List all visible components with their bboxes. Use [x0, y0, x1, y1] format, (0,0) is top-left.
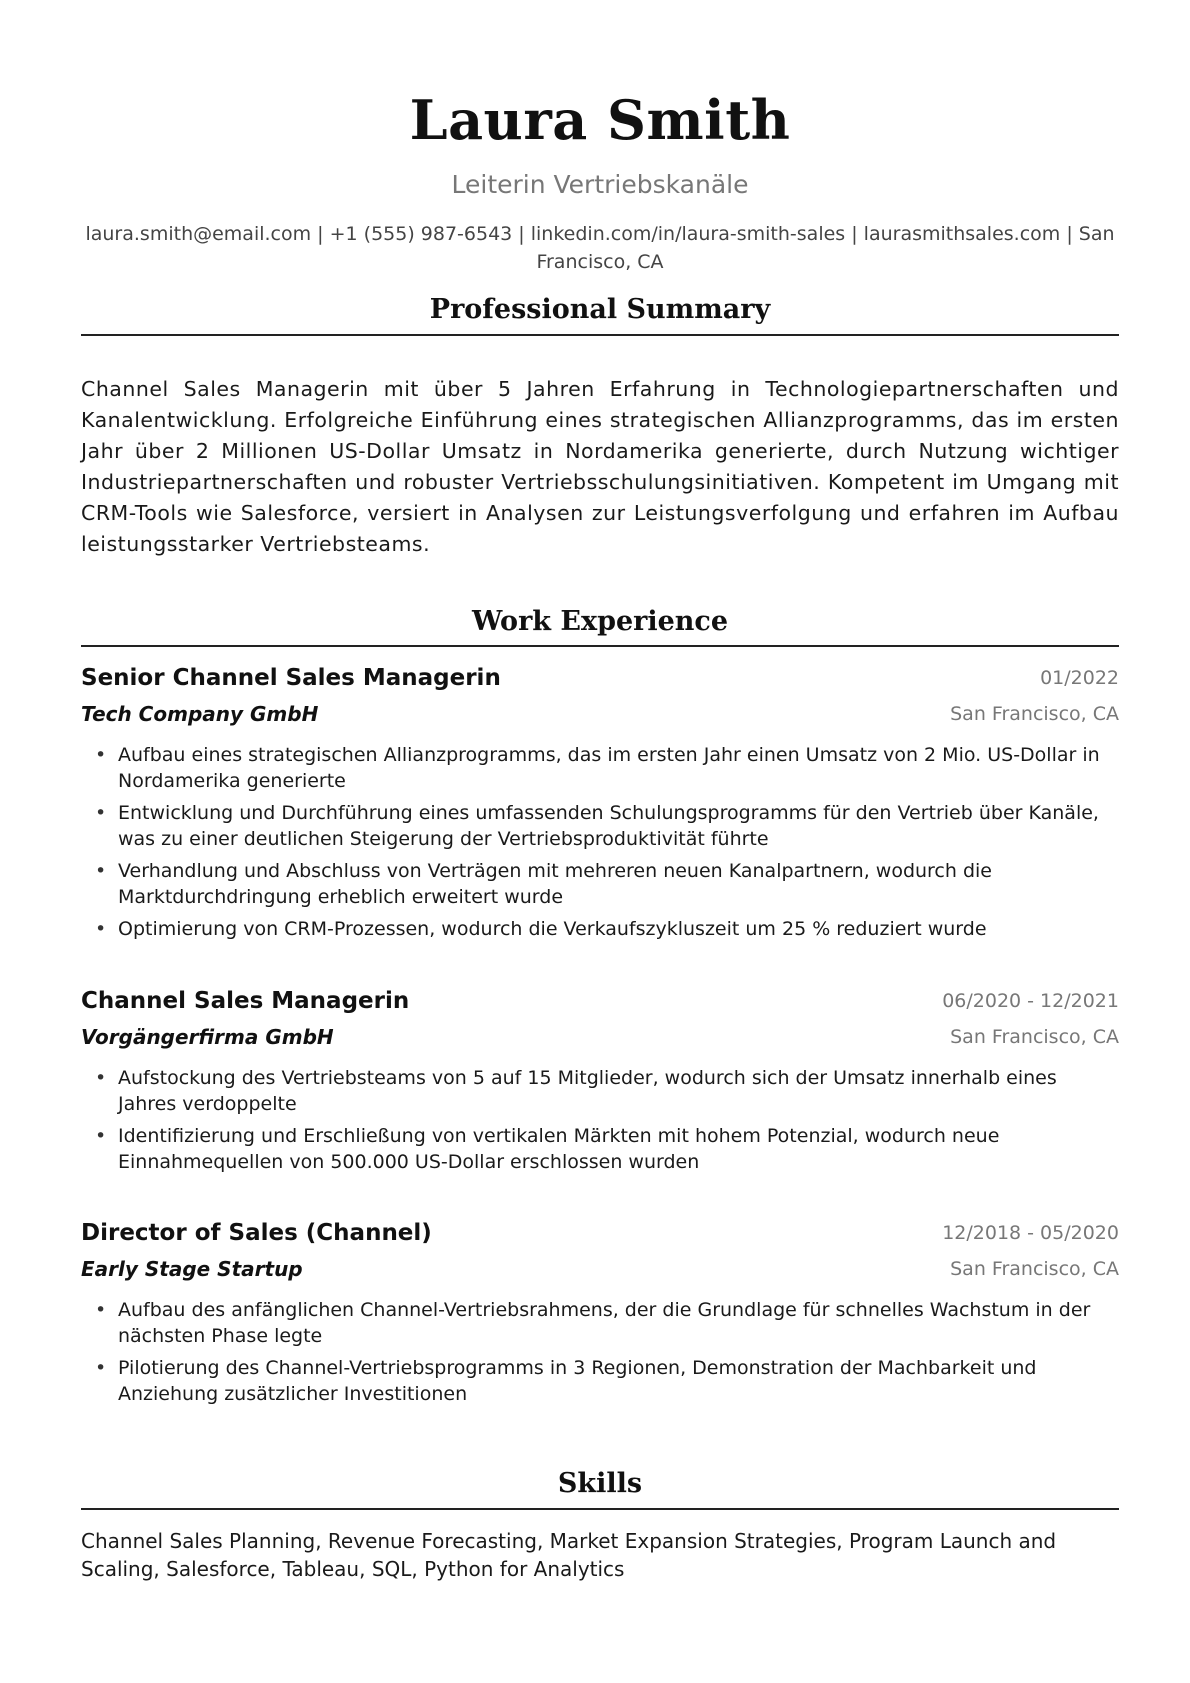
- job-bullet: • Identifizierung und Erschließung von vertikalen Märkten mit hohem Potenzial, wodurch neue Einnahmequellen von 500.000 US-Dollar erschlossen wurden: [81, 1123, 1119, 1175]
- job-company: Early Stage Startup: [81, 1257, 303, 1281]
- job-bullet: • Aufbau des anfänglichen Channel-Vertriebsrahmens, der die Grundlage für schnelles Wachstum in der nächsten Phase legte: [81, 1297, 1119, 1349]
- candidate-name: Laura Smith: [409, 88, 791, 152]
- skills-divider: [81, 1508, 1119, 1510]
- job-title: Senior Channel Sales Managerin: [81, 665, 501, 691]
- job-date: 01/2022: [1040, 667, 1119, 689]
- job-bullet: • Entwicklung und Durchführung eines umfassenden Schulungsprogramms für den Vertrieb über Kanäle, was zu einer deutlichen Steigerung der Vertriebsproduktivität führte: [81, 800, 1119, 852]
- job-title: Channel Sales Managerin: [81, 988, 410, 1014]
- job-company: Vorgängerfirma GmbH: [81, 1025, 334, 1049]
- job-bullets: [81, 742, 1119, 948]
- job-title: Director of Sales (Channel): [81, 1220, 432, 1246]
- job-bullet: • Optimierung von CRM-Prozessen, wodurch die Verkaufszykluszeit um 25 % reduziert wurde: [81, 916, 1119, 942]
- summary-heading: Professional Summary: [429, 294, 771, 325]
- skills-text: Channel Sales Planning, Revenue Forecasting, Market Expansion Strategies, Program Launch and Scaling, Salesforce, Tableau, SQL, Python for Analytics: [81, 1529, 1057, 1581]
- job-bullet: • Aufstockung des Vertriebsteams von 5 auf 15 Mitglieder, wodurch sich der Umsatz innerhalb eines Jahres verdoppelte: [81, 1065, 1119, 1117]
- summary-divider: [81, 334, 1119, 336]
- job-bullets: [81, 1065, 1119, 1181]
- job-date: 06/2020 - 12/2021: [942, 990, 1119, 1012]
- job-company: Tech Company GmbH: [81, 702, 319, 726]
- job-bullets: [81, 1297, 1119, 1413]
- summary-text: Channel Sales Managerin mit über 5 Jahren Erfahrung in Technologiepartnerschaften und Kanalentwicklung. Erfolgreiche Einführung eines strategischen Allianzprogramms, das im ersten Jahr über 2 Millionen US-Dollar Umsatz in Nordamerika generierte, durch Nutzung wichtiger Industriepartnerschaften und robuster Vertriebsschulungsinitiativen. Kompetent im Umgang mit CRM-Tools wie Salesforce, versiert in Analysen zur Leistungsverfolgung und erfahren im Aufbau leistungsstarker Vertriebsteams.: [81, 377, 1119, 556]
- job-location: San Francisco, CA: [950, 1258, 1119, 1280]
- job-bullet: • Verhandlung und Abschluss von Verträgen mit mehreren neuen Kanalpartnern, wodurch die Marktdurchdringung erheblich erweitert wurde: [81, 858, 1119, 910]
- job-bullet: • Aufbau eines strategischen Allianzprogramms, das im ersten Jahr einen Umsatz von 2 Mio. US-Dollar in Nordamerika generierte: [81, 742, 1119, 794]
- skills-heading: Skills: [557, 1468, 643, 1499]
- candidate-role: Leiterin Vertriebskanäle: [451, 170, 749, 199]
- job-location: San Francisco, CA: [950, 1026, 1119, 1048]
- contact-line: laura.smith@email.com | +1 (555) 987-6543 | linkedin.com/in/laura-smith-sales | laurasmithsales.com | San Francisco, CA: [85, 223, 1115, 273]
- experience-heading: Work Experience: [471, 606, 729, 637]
- job-date: 12/2018 - 05/2020: [942, 1222, 1119, 1244]
- job-bullet: • Pilotierung des Channel-Vertriebsprogramms in 3 Regionen, Demonstration der Machbarkeit und Anziehung zusätzlicher Investitionen: [81, 1355, 1119, 1407]
- experience-divider: [81, 645, 1119, 647]
- job-location: San Francisco, CA: [950, 703, 1119, 725]
